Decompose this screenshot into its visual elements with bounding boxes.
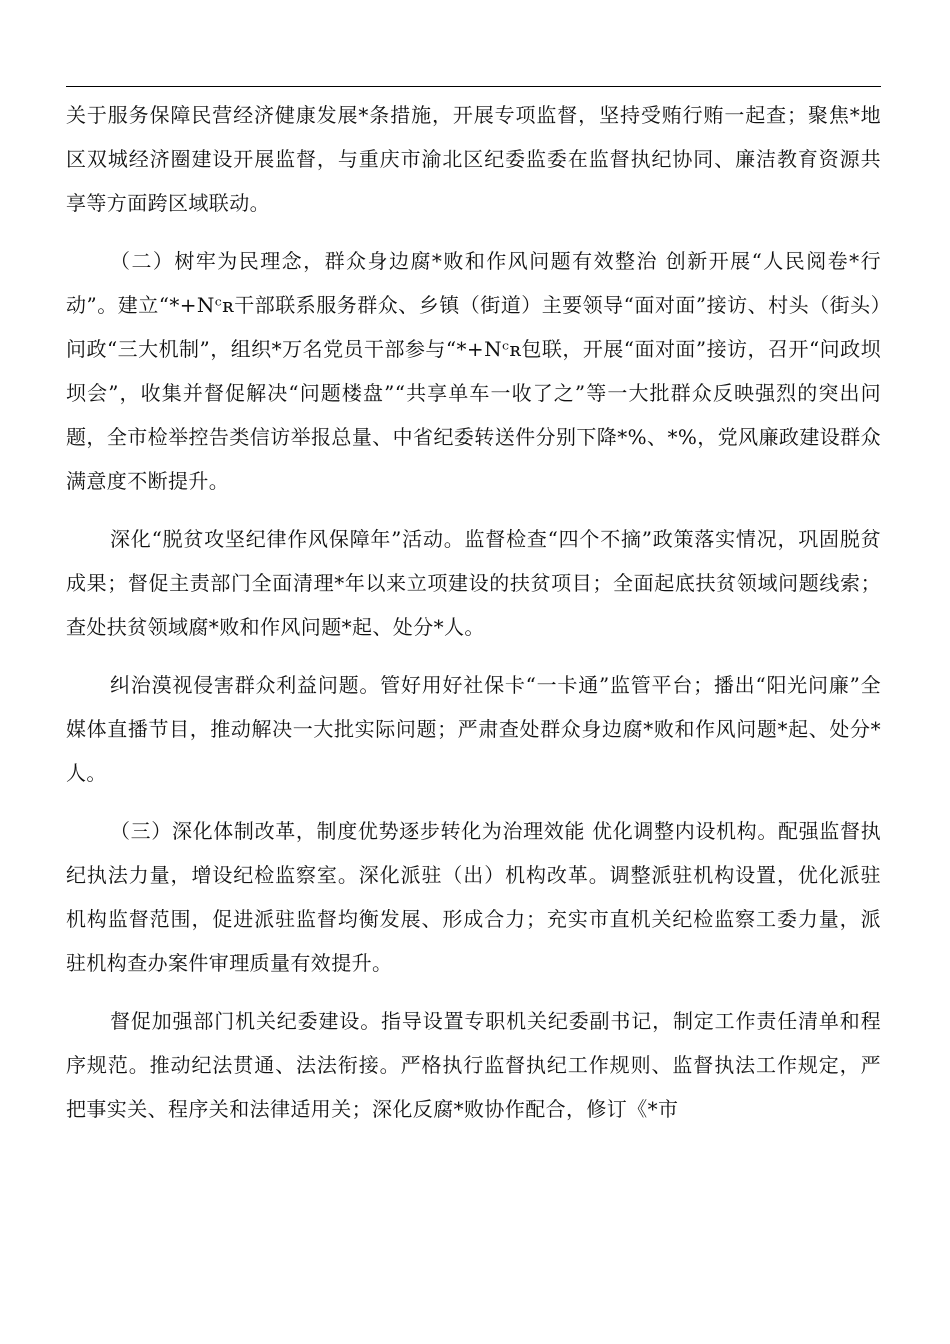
paragraph-public-interest: 纠治漠视侵害群众利益问题。管好用好社保卡“一卡通”监管平台；播出“阳光问廉”全媒体直播节目，推动解决一大批实际问题；严肃查处群众身边腐*败和作风问题*起、处分*人。	[66, 673, 881, 785]
header-rule	[66, 86, 881, 87]
paragraph-section-two: （二）树牢为民理念，群众身边腐*败和作风问题有效整治 创新开展“人民阅卷*行动”。建立“*+Nᶜʀ干部联系服务群众、乡镇（街道）主要领导“面对面”接访、村头（街头）问政“三大机制”，组织*万名党员干部参与“*+Nᶜʀ包联，开展“面对面”接访，召开“问政坝坝会”，收集并督促解决“问题楼盘”“共享单车一收了之”等一大批群众反映强烈的突出问题，全市检举控告类信访举报总量、中省纪委转送件分别下降*%、*%，党风廉政建设群众满意度不断提升。	[66, 249, 881, 493]
paragraph-department-discipline: 督促加强部门机关纪委建设。指导设置专职机关纪委副书记，制定工作责任清单和程序规范。推动纪法贯通、法法衔接。严格执行监督执纪工作规则、监督执法工作规定，严把事实关、程序关和法律适用关；深化反腐*败协作配合，修订《*市	[66, 1009, 881, 1121]
paragraph-poverty-alleviation: 深化“脱贫攻坚纪律作风保障年”活动。监督检查“四个不摘”政策落实情况，巩固脱贫成果；督促主责部门全面清理*年以来立项建设的扶贫项目；全面起底扶贫领域问题线索；查处扶贫领域腐*败和作风问题*起、处分*人。	[66, 527, 881, 639]
paragraph-section-three: （三）深化体制改革，制度优势逐步转化为治理效能 优化调整内设机构。配强监督执纪执法力量，增设纪检监察室。深化派驻（出）机构改革。调整派驻机构设置，优化派驻机构监督范围，促进派驻监督均衡发展、形成合力；充实市直机关纪检监察工委力量，派驻机构查办案件审理质量有效提升。	[66, 819, 881, 975]
paragraph-continuation: 关于服务保障民营经济健康发展*条措施，开展专项监督，坚持受贿行贿一起查；聚焦*地区双城经济圈建设开展监督，与重庆市渝北区纪委监委在监督执纪协同、廉洁教育资源共享等方面跨区域联动。	[66, 103, 881, 215]
document-body	[66, 93, 881, 1131]
